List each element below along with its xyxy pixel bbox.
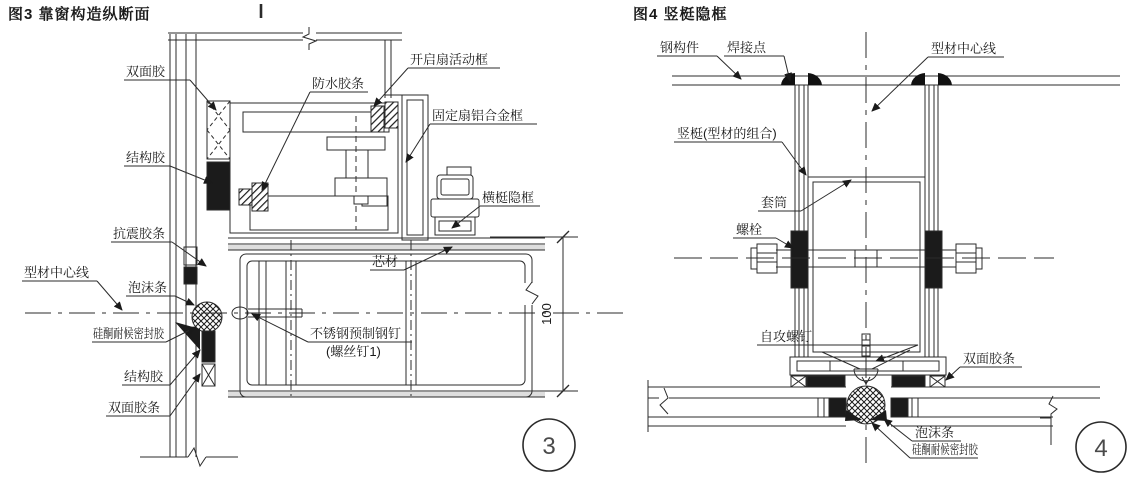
double-tape-strip-block	[202, 364, 215, 386]
glass-panel-left	[648, 380, 846, 432]
leader-waterproof-strip	[262, 92, 368, 190]
label-transom: 横梃隐框	[482, 190, 535, 205]
label-bolt: 螺栓	[736, 222, 763, 237]
label-double-tape-strip: 双面胶条	[108, 400, 161, 415]
fixed-frame-profile	[402, 95, 428, 240]
label-foam-strip: 泡沫条	[128, 280, 168, 295]
connector-plate	[790, 357, 946, 375]
label-double-tape-strip: 双面胶条	[963, 351, 1016, 366]
leader-double-tape-strip	[946, 367, 1022, 380]
fig4-labels	[660, 40, 1015, 457]
label-self-tapping-screw: 自攻螺钉	[760, 329, 813, 344]
label-profile-centerline: 型材中心线	[931, 41, 997, 56]
figure-3	[8, 4, 628, 471]
label-waterproof-strip: 防水胶条	[312, 76, 365, 91]
label-silicone-sealant: 硅酮耐候密封胶	[93, 326, 165, 341]
label-double-tape: 双面胶	[126, 64, 166, 79]
break-mark-right	[1049, 396, 1057, 445]
structural-adhesive-block	[207, 162, 230, 210]
leader-structural-adhesive-top	[124, 166, 212, 183]
dimension-100	[490, 231, 578, 397]
label-profile-centerline: 型材中心线	[24, 265, 90, 280]
label-weld-point: 焊接点	[727, 40, 767, 55]
leader-weld-point	[724, 56, 790, 81]
foam-rod	[192, 302, 222, 332]
label-seismic-strip: 抗震胶条	[113, 226, 166, 241]
label-mullion: 竖梃(型材的组合)	[677, 126, 777, 141]
dimension-100-text: 100	[539, 303, 554, 325]
structural-adhesive-lower	[202, 331, 215, 362]
leader-transom	[452, 206, 540, 228]
leader-bolt	[733, 238, 793, 248]
leader-foam-strip	[126, 296, 194, 305]
label-silicone-sealant: 硅酮耐候密封胶	[912, 442, 979, 457]
detail-number-3: 3	[542, 433, 556, 460]
label-steel-nail: 不锈钢预制钢钉	[310, 326, 402, 341]
label-core-material: 芯材	[372, 254, 399, 269]
label-opening-sash: 开启扇活动框	[410, 52, 489, 67]
label-structural-adhesive-bottom: 结构胶	[124, 369, 164, 384]
leader-seismic-strip	[111, 242, 206, 266]
seal-blocks	[371, 102, 398, 132]
detail-number-4: 4	[1094, 435, 1108, 462]
label-sleeve: 套筒	[761, 195, 788, 210]
transom-profiles	[431, 167, 479, 235]
leader-profile-centerline	[22, 281, 122, 310]
fig4-title: 图4 竖梃隐框	[633, 6, 728, 23]
label-steel-member: 钢构件	[660, 40, 700, 55]
fig3-title: 图3 靠窗构造纵断面	[8, 6, 151, 23]
detail-circle-4	[1076, 422, 1126, 472]
label-fixed-frame: 固定扇铝合金框	[432, 108, 524, 123]
double-tape-block	[207, 101, 230, 159]
leader-opening-sash	[374, 68, 500, 106]
detail-circle-3	[523, 419, 575, 471]
figure-4	[633, 5, 1126, 472]
label-steel-nail-sub: (螺丝钉1)	[326, 344, 381, 359]
label-foam-strip: 泡沫条	[915, 425, 955, 440]
leader-mullion	[674, 142, 806, 175]
label-structural-adhesive-top: 结构胶	[126, 150, 166, 165]
leader-fixed-frame	[406, 124, 537, 162]
break-mark-bottom	[188, 448, 206, 466]
